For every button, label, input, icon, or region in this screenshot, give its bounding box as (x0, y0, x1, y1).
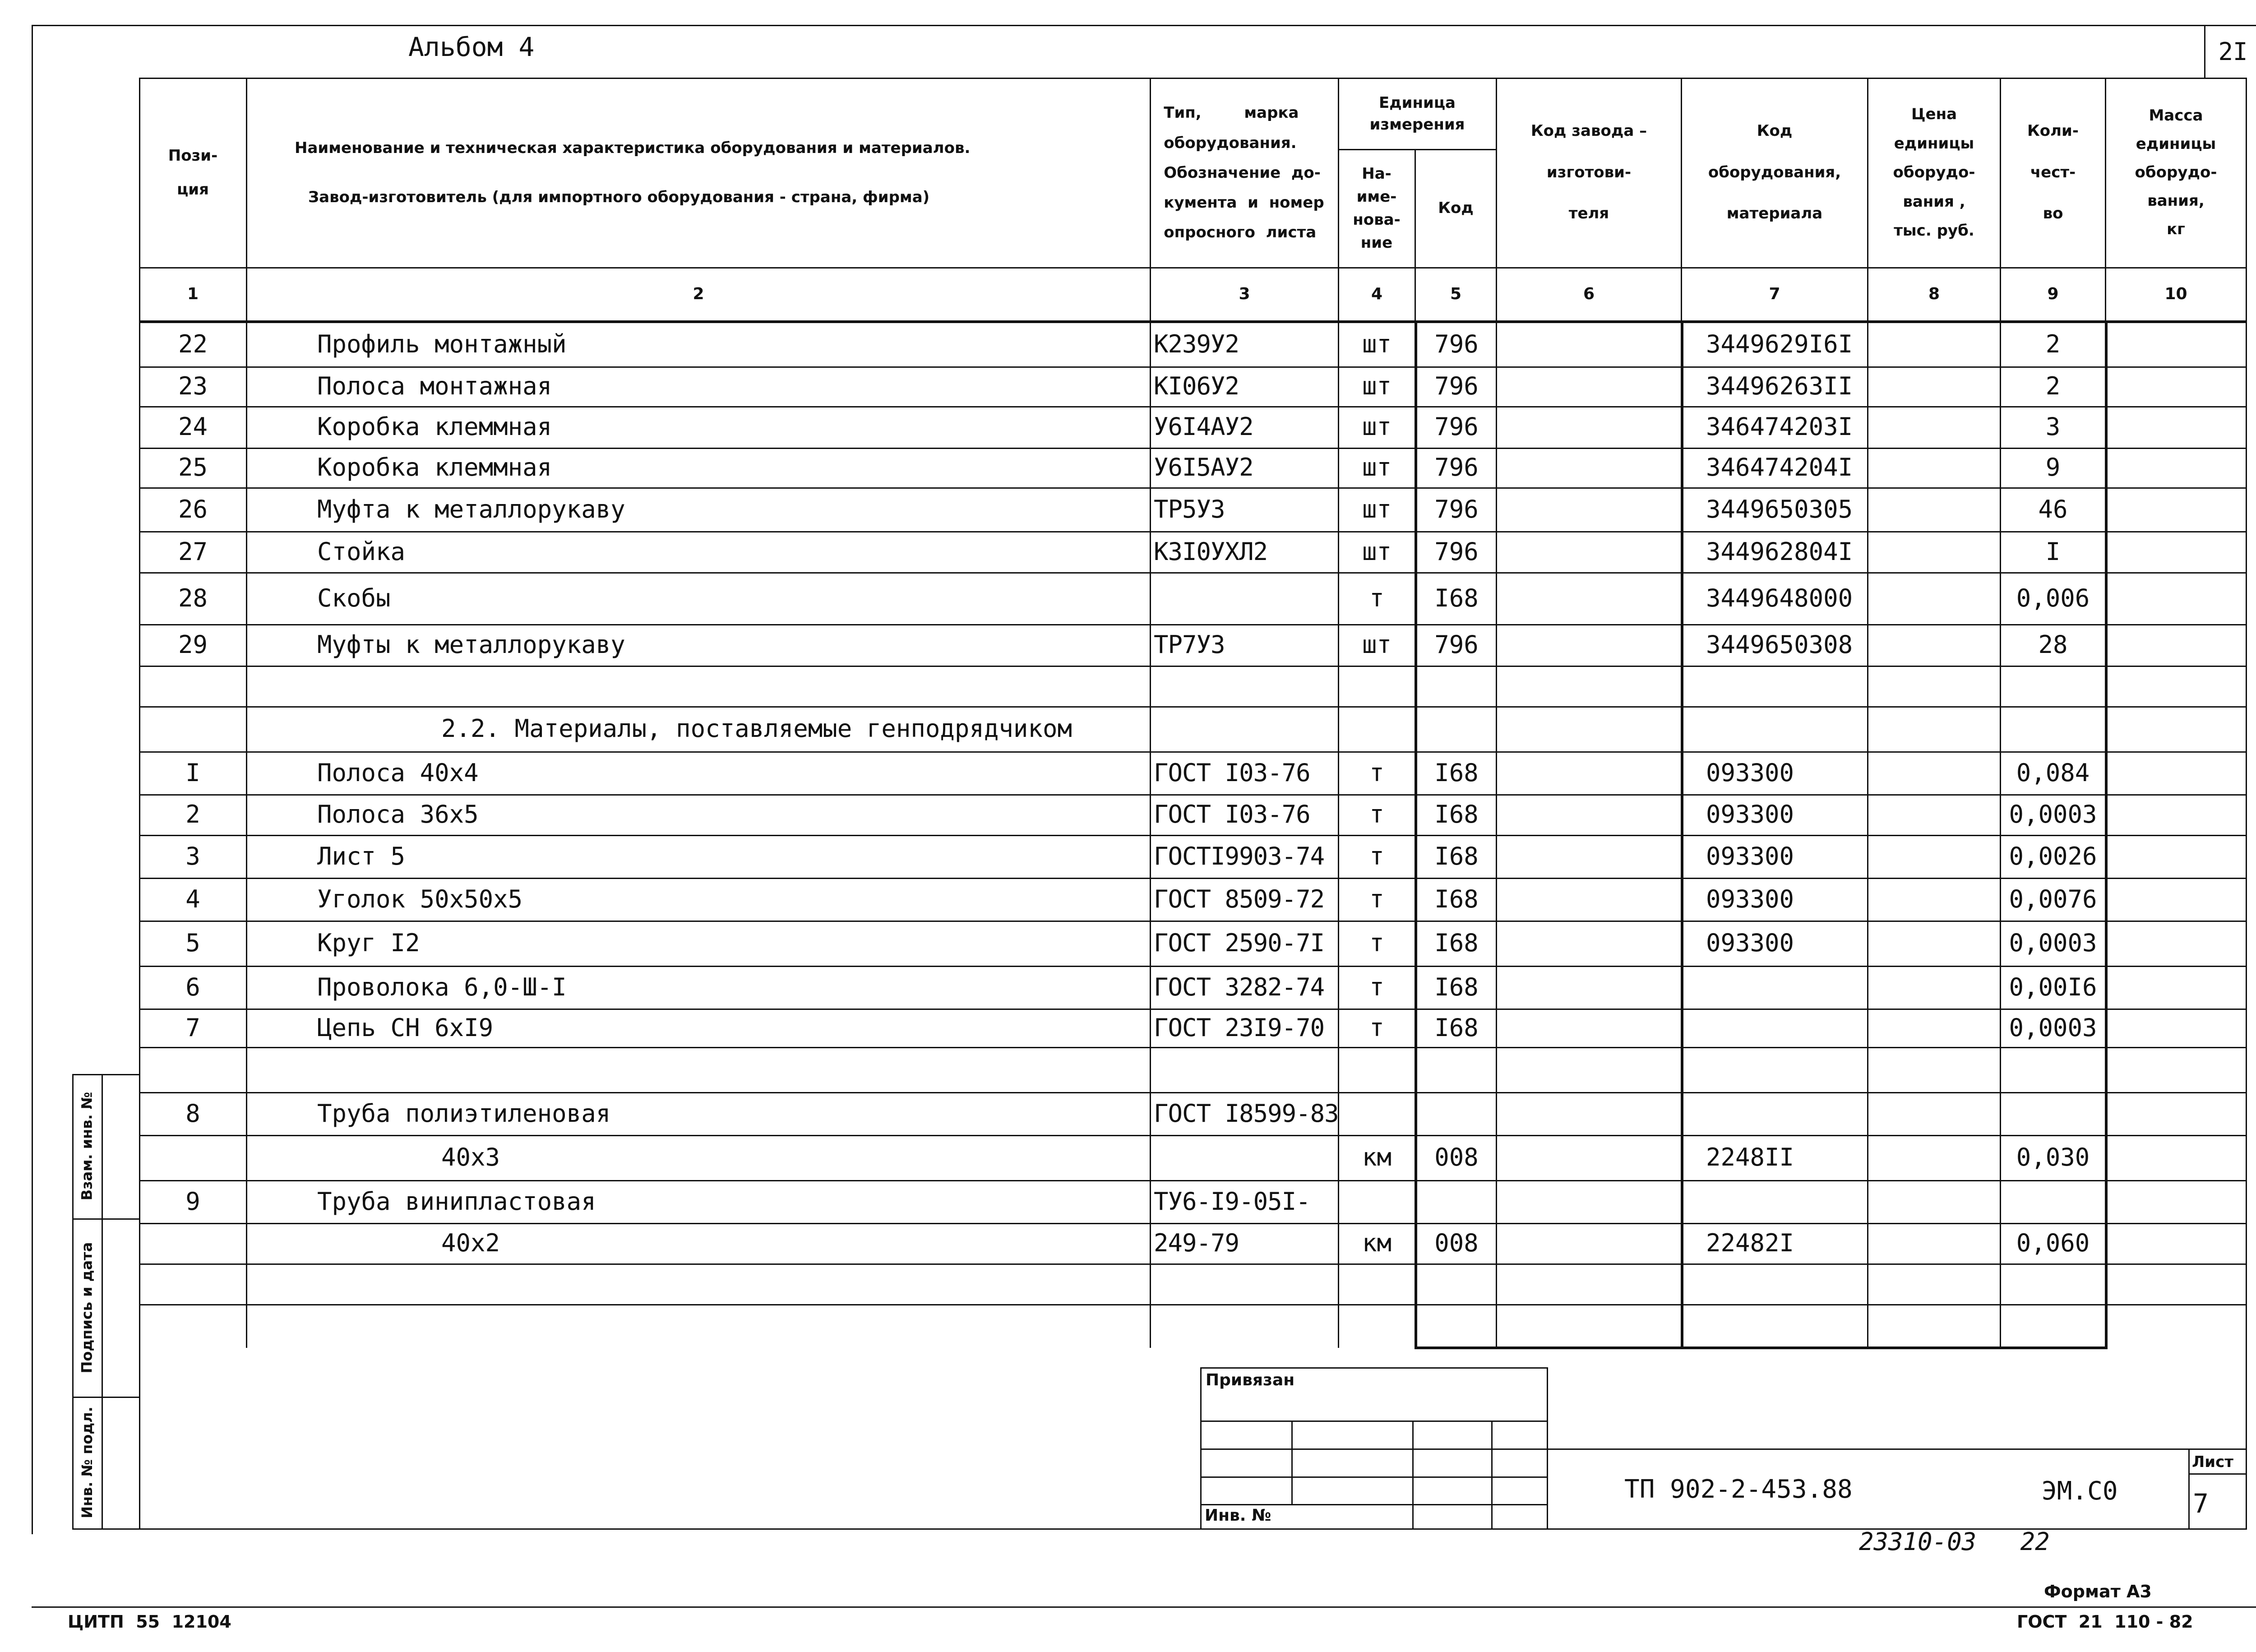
cell-factory-code (1497, 448, 1681, 487)
cell-unit-code: I68 (1434, 583, 1479, 612)
cell-factory-code (1497, 666, 1681, 706)
cell-factory-code (1497, 751, 1681, 794)
cell-unit: шт (1362, 453, 1392, 481)
cell-name: Полоса 40х4 (317, 758, 479, 787)
cell-factory-code (1497, 878, 1681, 921)
cell-quantity: 0,0076 (2009, 884, 2097, 913)
album-label: Альбом (408, 32, 503, 62)
cell-unit-code: 796 (1434, 329, 1479, 358)
stamp-top-line (1200, 1367, 1548, 1369)
cell-position: 4 (185, 884, 200, 913)
cell-unit-code: 796 (1434, 630, 1479, 659)
cell-mass (2108, 1135, 2246, 1180)
cell-quantity: 0,00I6 (2009, 972, 2097, 1001)
cell-name (247, 1304, 1150, 1348)
cell-factory-code (1497, 487, 1681, 531)
cell-unit: т (1369, 929, 1384, 957)
cell-mass (2108, 1092, 2246, 1135)
cell-type (1151, 1304, 1338, 1348)
cell-mass (2108, 921, 2246, 966)
cell-position (140, 1263, 246, 1304)
cell-unit-code: 796 (1434, 495, 1479, 523)
colnum-5: 5 (1450, 285, 1462, 303)
cell-quantity: 0,0003 (2009, 800, 2097, 828)
cell-quantity: 0,006 (2016, 583, 2090, 612)
cell-position: 6 (185, 972, 200, 1001)
cell-quantity: 9 (2045, 453, 2061, 481)
sheet-cell-split (2188, 1473, 2247, 1475)
cell-unit-code: I68 (1434, 1013, 1479, 1042)
cell-type: ТР5У3 (1154, 495, 1225, 523)
cell-mass (2108, 531, 2246, 572)
cell-mass (2108, 1009, 2246, 1047)
cell-position: 23 (178, 372, 208, 400)
stamp-col-2 (1412, 1421, 1414, 1528)
cell-type: К3I0УХЛ2 (1154, 537, 1268, 566)
cell-name: Полоса монтажная (317, 372, 552, 400)
footer-format: Формат А3 (2044, 1582, 2152, 1601)
cell-unit-code: I68 (1434, 972, 1479, 1001)
frame-left-border (32, 25, 33, 1534)
cell-item-code (1683, 666, 1867, 706)
cell-position (140, 1135, 246, 1180)
cell-unit-code: I68 (1434, 800, 1479, 828)
cell-name: 2.2. Материалы, поставляемые генподрядчиком (441, 714, 1072, 743)
cell-price (1868, 624, 2000, 666)
cell-unit (1339, 1180, 1415, 1223)
cell-item-code: 346474203I (1706, 412, 1853, 441)
header-name (247, 79, 1150, 266)
cell-unit-code (1417, 1092, 1496, 1135)
cell-name: Коробка клеммная (317, 453, 552, 481)
cell-quantity: 0,030 (2016, 1143, 2090, 1171)
cell-position: 2 (185, 800, 200, 828)
cell-type: 249-79 (1154, 1229, 1239, 1257)
cell-unit-code (1417, 1304, 1496, 1348)
cell-item-code: 093300 (1706, 929, 1794, 957)
cell-factory-code (1497, 966, 1681, 1009)
cell-position: 24 (178, 412, 208, 441)
cell-type: ГОСТ 8509-72 (1154, 884, 1325, 913)
cell-item-code (1683, 1180, 1867, 1223)
cell-unit: т (1369, 583, 1384, 612)
cell-mass (2108, 1223, 2246, 1263)
cell-unit-code: I68 (1434, 758, 1479, 787)
cell-quantity: 0,0003 (2009, 1013, 2097, 1042)
cell-price (1868, 572, 2000, 624)
title-block-top (1547, 1448, 2247, 1450)
cell-item-code: 3449648000 (1706, 583, 1853, 612)
cell-quantity: 2 (2045, 372, 2061, 400)
cell-mass (2108, 878, 2246, 921)
colnum-6: 6 (1583, 285, 1595, 303)
header-quantity: Коли- чест- во (2027, 121, 2079, 223)
stamp-mark: ЭМ.С0 (2042, 1476, 2118, 1506)
cell-unit: шт (1362, 495, 1392, 523)
cell-item-code (1683, 1263, 1867, 1304)
cell-type: К239У2 (1154, 329, 1239, 358)
cell-name (247, 1263, 1150, 1304)
frame-bottom-border (32, 1606, 2256, 1608)
cell-name: Муфты к металлорукаву (317, 630, 625, 659)
album-title (408, 32, 534, 62)
stamp-inv-label: Инв. № (1205, 1506, 1271, 1525)
cell-price (1868, 1180, 2000, 1223)
cell-name: Проволока 6,0-Ш-I (317, 972, 567, 1001)
cell-position: 22 (178, 329, 208, 358)
cell-item-code: 3449629I6I (1706, 329, 1853, 358)
cell-price (1868, 1009, 2000, 1047)
cell-item-code: 093300 (1706, 758, 1794, 787)
cell-factory-code (1497, 531, 1681, 572)
side-label-signature: Подпись и дата (78, 1242, 96, 1373)
cell-type (1151, 666, 1338, 706)
cell-item-code (1683, 966, 1867, 1009)
cell-unit-code (1417, 706, 1496, 751)
cell-position: 29 (178, 630, 208, 659)
cell-price (1868, 531, 2000, 572)
cell-type: У6I5АУ2 (1154, 453, 1253, 481)
cell-item-code (1683, 706, 1867, 751)
colnum-7: 7 (1769, 285, 1780, 303)
cell-price (1868, 751, 2000, 794)
cell-mass (2108, 448, 2246, 487)
cell-unit: шт (1362, 412, 1392, 441)
cell-position (140, 1304, 246, 1348)
cell-item-code: 093300 (1706, 842, 1794, 870)
colnum-8: 8 (1928, 285, 1940, 303)
cell-type: ГОСТ I8599-83 (1154, 1099, 1339, 1128)
cell-position: 9 (185, 1187, 200, 1216)
colnum-9: 9 (2047, 285, 2059, 303)
cell-position: 7 (185, 1013, 200, 1042)
cell-position: 26 (178, 495, 208, 523)
cell-type: ГОСТ 23I9-70 (1154, 1013, 1325, 1042)
cell-factory-code (1497, 1135, 1681, 1180)
cell-factory-code (1497, 1263, 1681, 1304)
cell-unit: т (1369, 1013, 1384, 1042)
cell-type: ГОСТ 2590-7I (1154, 929, 1325, 957)
cell-position: 3 (185, 842, 200, 870)
cell-mass (2108, 1047, 2246, 1092)
header-mass: Масса единицы оборудо- вания, кг (2135, 106, 2217, 238)
cell-name: Муфта к металлорукаву (317, 495, 625, 523)
cell-type: КI06У2 (1154, 372, 1239, 400)
cell-unit-code: 796 (1434, 412, 1479, 441)
cell-position (140, 706, 246, 751)
cell-mass (2108, 751, 2246, 794)
cell-unit: шт (1362, 537, 1392, 566)
cell-quantity (2001, 1047, 2105, 1092)
cell-position: 27 (178, 537, 208, 566)
cell-quantity: 3 (2045, 412, 2061, 441)
cell-quantity: 0,0003 (2009, 929, 2097, 957)
cell-unit: т (1369, 884, 1384, 913)
cell-unit-code: 796 (1434, 453, 1479, 481)
cell-quantity (2001, 1304, 2105, 1348)
colnum-1: 1 (187, 285, 199, 303)
header-factory-code: Код завода – изготови- теля (1530, 121, 1647, 223)
cell-position: 8 (185, 1099, 200, 1128)
handwritten-number: 23310-03 22 (1859, 1527, 2050, 1556)
header-name-line1: Наименование и техническая характеристика оборудования и материалов. (295, 139, 971, 157)
cell-name: Цепь СН 6хI9 (317, 1013, 494, 1042)
cell-unit-code (1417, 1263, 1496, 1304)
cell-price (1868, 1047, 2000, 1092)
cell-position (140, 1047, 246, 1092)
cell-mass (2108, 366, 2246, 406)
footer-left-code: ЦИТП 55 12104 (68, 1612, 231, 1632)
cell-unit-code (1417, 666, 1496, 706)
cell-unit-code: I68 (1434, 842, 1479, 870)
stamp-row-1 (1200, 1421, 1548, 1422)
cell-quantity: 2 (2045, 329, 2061, 358)
table-right-border (2246, 78, 2247, 1528)
cell-position: 5 (185, 929, 200, 957)
cell-unit: км (1362, 1143, 1392, 1171)
header-unit: Единица измерения (1369, 94, 1465, 134)
cell-price (1868, 1263, 2000, 1304)
cell-unit: шт (1362, 372, 1392, 400)
header-unit-code: Код (1438, 199, 1474, 217)
cell-factory-code (1497, 921, 1681, 966)
cell-position: 28 (178, 583, 208, 612)
cell-unit-code: 008 (1434, 1143, 1479, 1171)
cell-unit: т (1369, 758, 1384, 787)
cell-name: Труба винипластовая (317, 1187, 596, 1216)
stamp-sheet-label: Лист (2192, 1453, 2233, 1471)
cell-unit: т (1369, 800, 1384, 828)
cell-mass (2108, 1180, 2246, 1223)
cell-factory-code (1497, 1092, 1681, 1135)
cell-factory-code (1497, 835, 1681, 878)
colnum-2: 2 (693, 285, 704, 303)
stamp-row-3 (1200, 1476, 1548, 1478)
frame-top-border (32, 25, 2256, 26)
cell-price (1868, 1304, 2000, 1348)
cell-type (1151, 706, 1338, 751)
cell-price (1868, 921, 2000, 966)
colnum-3: 3 (1239, 285, 1250, 303)
cell-mass (2108, 1263, 2246, 1304)
cell-name: 40х2 (441, 1229, 500, 1257)
cell-quantity: I (2045, 537, 2061, 566)
cell-item-code: 22482I (1706, 1229, 1794, 1257)
cell-unit-code: 796 (1434, 372, 1479, 400)
cell-mass (2108, 666, 2246, 706)
cell-factory-code (1497, 1009, 1681, 1047)
cell-price (1868, 1223, 2000, 1263)
cell-mass (2108, 835, 2246, 878)
cell-mass (2108, 322, 2246, 366)
cell-mass (2108, 794, 2246, 835)
top-sheet-number: 2I (2218, 37, 2248, 66)
cell-type: ГОСТ I03-76 (1154, 800, 1310, 828)
cell-unit-code (1417, 1047, 1496, 1092)
cell-quantity: 28 (2038, 630, 2068, 659)
cell-factory-code (1497, 322, 1681, 366)
cell-quantity (2001, 1263, 2105, 1304)
cell-factory-code (1497, 794, 1681, 835)
cell-quantity (2001, 1180, 2105, 1223)
cell-item-code: 3449650305 (1706, 495, 1853, 523)
cell-name: Профиль монтажный (317, 329, 567, 358)
cell-type: У6I4АУ2 (1154, 412, 1253, 441)
cell-factory-code (1497, 1223, 1681, 1263)
cell-price (1868, 366, 2000, 406)
cell-price (1868, 487, 2000, 531)
header-position: Пози- ция (168, 146, 218, 199)
cell-item-code (1683, 1092, 1867, 1135)
cell-name: Полоса 36х5 (317, 800, 479, 828)
footer-right-code: ГОСТ 21 110 - 82 (2017, 1612, 2193, 1632)
cell-name: Коробка клеммная (317, 412, 552, 441)
cell-unit (1339, 1092, 1415, 1135)
cell-quantity: 46 (2038, 495, 2068, 523)
cell-item-code: 3449650308 (1706, 630, 1853, 659)
cell-unit-code (1417, 1180, 1496, 1223)
stamp-col-1 (1291, 1421, 1293, 1504)
cell-position: I (185, 758, 200, 787)
stamp-doc-number: ТП 902-2-453.88 (1624, 1475, 1853, 1504)
cell-unit (1339, 1047, 1415, 1092)
cell-price (1868, 1135, 2000, 1180)
cell-price (1868, 878, 2000, 921)
cell-item-code: 346474204I (1706, 453, 1853, 481)
cell-type (1151, 1047, 1338, 1092)
cell-item-code (1683, 1009, 1867, 1047)
cell-unit-code: I68 (1434, 884, 1479, 913)
colnum-4: 4 (1371, 285, 1383, 303)
cell-quantity (2001, 1092, 2105, 1135)
cell-mass (2108, 1304, 2246, 1348)
side-stamp-mid (102, 1074, 103, 1530)
cell-unit-code: 008 (1434, 1229, 1479, 1257)
cell-price (1868, 966, 2000, 1009)
cell-name: Стойка (317, 537, 406, 566)
cell-type: ГОСТI9903-74 (1154, 842, 1325, 870)
cell-quantity: 0,084 (2016, 758, 2090, 787)
cell-type: ТУ6-I9-05I- (1154, 1187, 1310, 1216)
cell-item-code: 2248II (1706, 1143, 1794, 1171)
cell-unit (1339, 1304, 1415, 1348)
cell-type: ГОСТ I03-76 (1154, 758, 1310, 787)
side-label-replacement: Взам. инв. № (78, 1092, 96, 1201)
cell-price (1868, 666, 2000, 706)
side-label-original-inv: Инв. № подл. (78, 1407, 96, 1518)
cell-position (140, 666, 246, 706)
cell-name: Скобы (317, 583, 391, 612)
cell-price (1868, 794, 2000, 835)
cell-factory-code (1497, 706, 1681, 751)
cell-price (1868, 406, 2000, 448)
cell-unit (1339, 706, 1415, 751)
cell-unit: шт (1362, 329, 1392, 358)
cell-position: 25 (178, 453, 208, 481)
cell-mass (2108, 487, 2246, 531)
cell-unit-code: I68 (1434, 929, 1479, 957)
cell-unit (1339, 666, 1415, 706)
cell-name: Уголок 50х50х5 (317, 884, 523, 913)
header-price: Цена единицы оборудо- вания , тыс. руб. (1893, 105, 1975, 240)
sheet-cell-left (2188, 1448, 2190, 1528)
cell-type: ГОСТ 3282-74 (1154, 972, 1325, 1001)
header-item-code: Код оборудования, материала (1708, 121, 1841, 223)
cell-position (140, 1223, 246, 1263)
cell-mass (2108, 406, 2246, 448)
cell-unit: км (1362, 1229, 1392, 1257)
cell-type (1151, 572, 1338, 624)
cell-price (1868, 835, 2000, 878)
cell-price (1868, 322, 2000, 366)
cell-item-code: 093300 (1706, 884, 1794, 913)
cell-mass (2108, 966, 2246, 1009)
cell-quantity (2001, 706, 2105, 751)
stamp-sheet-number: 7 (2193, 1488, 2209, 1519)
cell-unit: т (1369, 972, 1384, 1001)
stamp-row-2 (1200, 1448, 1548, 1450)
cell-item-code: 344962804I (1706, 537, 1853, 566)
cell-name (247, 1047, 1150, 1092)
cell-type (1151, 1263, 1338, 1304)
cell-price (1868, 706, 2000, 751)
cell-type: ТР7У3 (1154, 630, 1225, 659)
cell-factory-code (1497, 406, 1681, 448)
cell-item-code (1683, 1304, 1867, 1348)
album-number: 4 (518, 32, 535, 62)
cell-factory-code (1497, 1304, 1681, 1348)
cell-price (1868, 448, 2000, 487)
cell-price (1868, 1092, 2000, 1135)
cell-name: Лист 5 (317, 842, 406, 870)
cell-unit-code: 796 (1434, 537, 1479, 566)
cell-name: 40х3 (441, 1143, 500, 1171)
cell-type (1151, 1135, 1338, 1180)
cell-item-code (1683, 1047, 1867, 1092)
cell-item-code: 34496263II (1706, 372, 1853, 400)
cell-factory-code (1497, 1047, 1681, 1092)
cell-name: Труба полиэтиленовая (317, 1099, 611, 1128)
stamp-row-4 (1200, 1504, 1548, 1505)
header-unit-name: На- име- нова- ние (1353, 164, 1401, 252)
stamp-privyazan: Привязан (1206, 1371, 1295, 1389)
cell-unit: т (1369, 842, 1384, 870)
cell-name: Круг I2 (317, 929, 420, 957)
colnum-10: 10 (2164, 285, 2187, 303)
cell-mass (2108, 572, 2246, 624)
header-name-line2: Завод-изготовитель (для импортного оборудования - страна, фирма) (308, 188, 930, 206)
cell-quantity: 0,0026 (2009, 842, 2097, 870)
cell-unit (1339, 1263, 1415, 1304)
cell-factory-code (1497, 366, 1681, 406)
cell-quantity: 0,060 (2016, 1229, 2090, 1257)
cell-quantity (2001, 666, 2105, 706)
cell-name (247, 666, 1150, 706)
cell-unit: шт (1362, 630, 1392, 659)
cell-factory-code (1497, 572, 1681, 624)
cell-item-code: 093300 (1706, 800, 1794, 828)
cell-mass (2108, 624, 2246, 666)
cell-mass (2108, 706, 2246, 751)
header-type: Тип, марка оборудования. Обозначение до- кумента и номер опросного листа (1164, 104, 1324, 242)
cell-factory-code (1497, 624, 1681, 666)
stamp-col-3 (1491, 1421, 1493, 1528)
cell-factory-code (1497, 1180, 1681, 1223)
